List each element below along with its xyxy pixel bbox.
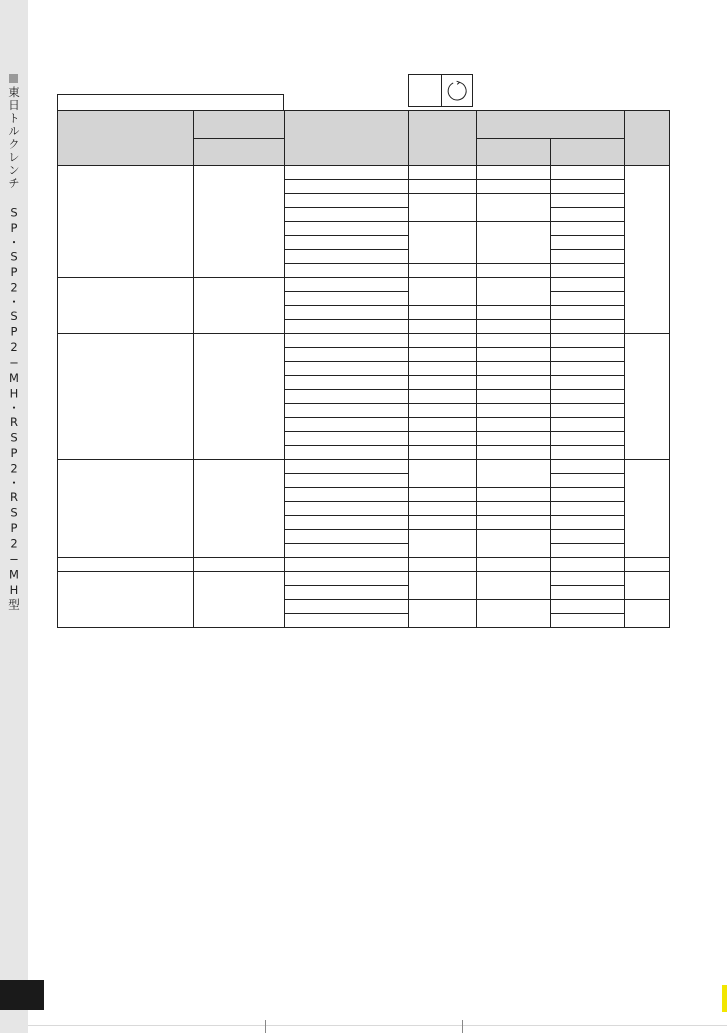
table-cell [551, 292, 625, 306]
page-number-tab [0, 980, 44, 1010]
table-row [58, 460, 670, 474]
table-cell [551, 390, 625, 404]
table-cell [409, 404, 477, 418]
table-cell [477, 222, 551, 264]
table-cell [551, 362, 625, 376]
table-cell [409, 418, 477, 432]
rotation-direction-box [408, 74, 473, 107]
table-cell [409, 348, 477, 362]
table-cell [285, 404, 409, 418]
table-cell [477, 404, 551, 418]
table-cell [58, 278, 194, 334]
table-cell [409, 446, 477, 460]
sidebar-title: 東日トルクレンチ SP・SP2・SP2−MH・RSP2・RSP2−MH型 [7, 86, 21, 612]
header-cell [285, 111, 409, 166]
table-cell [477, 516, 551, 530]
header-cell [477, 111, 625, 139]
table-cell [409, 180, 477, 194]
table-row [58, 334, 670, 348]
table-cell [285, 488, 409, 502]
table-cell [477, 418, 551, 432]
table-cell [551, 516, 625, 530]
table-cell [285, 418, 409, 432]
table-cell [285, 572, 409, 586]
table-cell [285, 516, 409, 530]
table-cell [194, 334, 285, 460]
table-cell [194, 558, 285, 572]
table-cell [625, 334, 670, 460]
table-cell [551, 222, 625, 236]
crop-mark [462, 1020, 463, 1033]
table-cell [409, 390, 477, 404]
table-cell [477, 334, 551, 348]
table-cell [477, 502, 551, 516]
table-cell [194, 460, 285, 558]
table-cell [285, 180, 409, 194]
table-cell [625, 558, 670, 572]
table-cell [409, 222, 477, 264]
table-cell [285, 614, 409, 628]
table-cell [409, 320, 477, 334]
table-cell [409, 362, 477, 376]
table-cell [551, 404, 625, 418]
table-cell [285, 362, 409, 376]
table-cell [285, 194, 409, 208]
table-cell [551, 502, 625, 516]
table-cell [625, 600, 670, 628]
table-cell [285, 292, 409, 306]
table-cell [285, 474, 409, 488]
table-cell [551, 236, 625, 250]
table-cell [285, 558, 409, 572]
bottom-rule [28, 1025, 727, 1026]
table-cell [409, 572, 477, 600]
table-cell [409, 558, 477, 572]
table-cell [477, 194, 551, 222]
edge-color-mark [722, 985, 727, 1012]
table-cell [58, 572, 194, 628]
table-row [58, 278, 670, 292]
table-cell [551, 418, 625, 432]
table-cell [625, 166, 670, 334]
table-cell [58, 460, 194, 558]
table-cell [409, 334, 477, 348]
table-cell [477, 166, 551, 180]
table-cell [551, 614, 625, 628]
table-cell [409, 460, 477, 488]
table-cell [285, 460, 409, 474]
table-cell [194, 572, 285, 628]
table-cell [285, 502, 409, 516]
table-cell [409, 306, 477, 320]
table-cell [551, 460, 625, 474]
table-cell [477, 530, 551, 558]
table-cell [409, 502, 477, 516]
table-cell [477, 600, 551, 628]
table-cell [409, 264, 477, 278]
table-cell [477, 432, 551, 446]
rotation-blank-cell [409, 75, 442, 106]
table-cell [551, 474, 625, 488]
table-cell [285, 376, 409, 390]
table-cell [625, 572, 670, 600]
header-cell [194, 111, 285, 139]
table-cell [409, 432, 477, 446]
header-cell [194, 139, 285, 166]
table-cell [409, 530, 477, 558]
table-cell [285, 264, 409, 278]
table-cell [551, 432, 625, 446]
table-cell [285, 544, 409, 558]
table-cell [477, 558, 551, 572]
rotation-symbol-cell [442, 75, 472, 106]
table-cell [285, 236, 409, 250]
table-cell [551, 306, 625, 320]
table-cell [477, 278, 551, 306]
header-cell [409, 111, 477, 166]
header-cell [477, 139, 551, 166]
table-cell [551, 572, 625, 586]
table-cell [58, 558, 194, 572]
table-cell [477, 488, 551, 502]
table-cell [551, 334, 625, 348]
table-cell [477, 180, 551, 194]
table-cell [285, 320, 409, 334]
table-cell [285, 166, 409, 180]
table-cell [409, 278, 477, 306]
table-cell [551, 376, 625, 390]
table-cell [551, 488, 625, 502]
table-cell [285, 278, 409, 292]
table-cell [285, 586, 409, 600]
table-caption-box [57, 94, 284, 110]
table-cell [194, 278, 285, 334]
table-cell [551, 348, 625, 362]
table-header-row [58, 111, 670, 139]
header-cell [551, 139, 625, 166]
table-cell [285, 446, 409, 460]
table-cell [551, 558, 625, 572]
table-cell [285, 222, 409, 236]
table-row [58, 572, 670, 586]
table-cell [551, 250, 625, 264]
table-cell [477, 306, 551, 320]
table-cell [285, 334, 409, 348]
table-cell [285, 390, 409, 404]
table-cell [58, 334, 194, 460]
table-cell [409, 166, 477, 180]
table-cell [477, 348, 551, 362]
table-cell [551, 208, 625, 222]
table-cell [285, 348, 409, 362]
table-cell [285, 530, 409, 544]
table-cell [551, 278, 625, 292]
table-cell [409, 488, 477, 502]
table-cell [58, 166, 194, 278]
table-cell [625, 460, 670, 558]
table-cell [285, 432, 409, 446]
table-cell [477, 264, 551, 278]
table-cell [551, 264, 625, 278]
table-cell [551, 544, 625, 558]
header-cell [625, 111, 670, 166]
table-cell [285, 208, 409, 222]
table-row [58, 166, 670, 180]
table-cell [477, 362, 551, 376]
table-cell [551, 194, 625, 208]
table-cell [409, 376, 477, 390]
table-cell [285, 250, 409, 264]
table-cell [285, 306, 409, 320]
table-cell [551, 530, 625, 544]
specification-table [57, 110, 670, 628]
table-cell [409, 194, 477, 222]
table-cell [551, 166, 625, 180]
clockwise-rotation-icon [445, 79, 469, 103]
table-cell [477, 376, 551, 390]
table-cell [551, 600, 625, 614]
table-row [58, 558, 670, 572]
crop-mark [265, 1020, 266, 1033]
table-cell [551, 180, 625, 194]
table-cell [477, 446, 551, 460]
table-cell [477, 572, 551, 600]
sidebar-square-marker [9, 74, 18, 83]
header-cell [58, 111, 194, 166]
table-cell [285, 600, 409, 614]
table-cell [551, 320, 625, 334]
table-cell [477, 320, 551, 334]
table-cell [477, 460, 551, 488]
table-cell [551, 586, 625, 600]
table-cell [551, 446, 625, 460]
table-cell [409, 516, 477, 530]
table-cell [409, 600, 477, 628]
table-cell [194, 166, 285, 278]
table-cell [477, 390, 551, 404]
